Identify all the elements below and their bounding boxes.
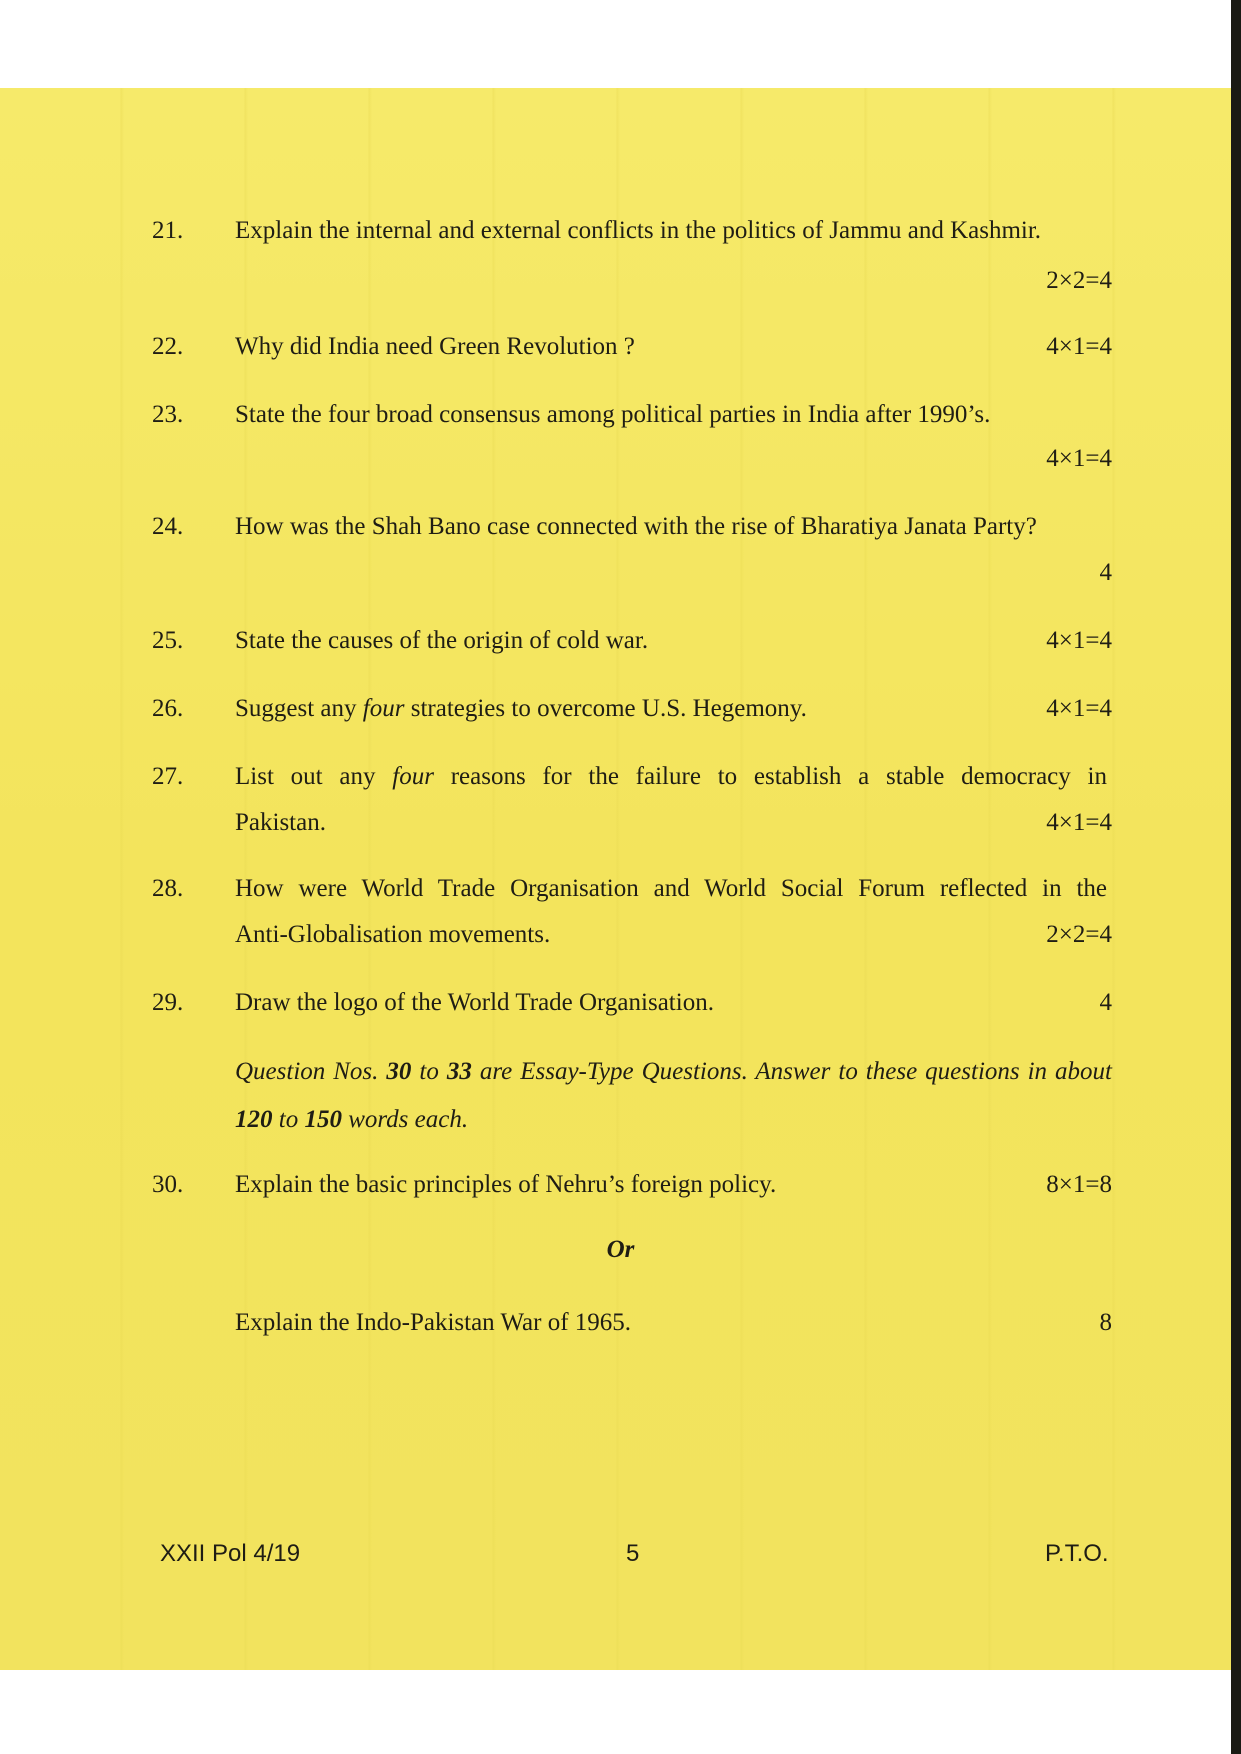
or-divider: Or xyxy=(606,1236,635,1263)
question-30-alternative xyxy=(152,1306,1112,1346)
question-number: 27. xyxy=(152,763,184,790)
question-28 xyxy=(152,872,1112,962)
question-text-line2: Anti-Globalisation movements. xyxy=(235,921,551,948)
question-text: How were World Trade Organisation and World Social Forum reflected in the xyxy=(235,875,1107,902)
question-text xyxy=(235,760,1107,794)
question-marks: 2×2=4 xyxy=(1046,921,1112,948)
please-turn-over: P.T.O. xyxy=(1045,1540,1109,1567)
question-text: State the causes of the origin of cold war. xyxy=(235,627,649,654)
question-number: 24. xyxy=(152,513,184,540)
instruction-bold: 33 xyxy=(446,1058,472,1085)
question-text-emphasis: four xyxy=(392,763,434,790)
question-30 xyxy=(152,1168,1112,1208)
instruction-bold: 30 xyxy=(386,1058,412,1085)
question-text xyxy=(235,692,1107,726)
question-24 xyxy=(152,510,1112,590)
question-marks: 2×2=4 xyxy=(1046,267,1112,294)
paper-code: XXII Pol 4/19 xyxy=(160,1540,301,1567)
question-text-part: Suggest any xyxy=(235,695,363,722)
instruction-text: to xyxy=(411,1058,447,1085)
instruction-text: are Essay-Type Questions. Answer to these questions in about xyxy=(471,1058,1112,1085)
section-instruction xyxy=(235,1048,1112,1144)
instruction-text: to xyxy=(272,1106,305,1133)
instruction-text: words each. xyxy=(341,1106,469,1133)
question-marks: 8×1=8 xyxy=(1046,1171,1112,1198)
question-text-part: List out any xyxy=(235,763,393,790)
question-number: 30. xyxy=(152,1171,184,1198)
question-marks: 4×1=4 xyxy=(1046,695,1112,722)
question-number: 21. xyxy=(152,217,184,244)
instruction-bold: 120 xyxy=(235,1106,273,1133)
question-text: Explain the basic principles of Nehru’s foreign policy. xyxy=(235,1171,777,1198)
question-27 xyxy=(152,760,1112,850)
question-number: 26. xyxy=(152,695,184,722)
question-text: How was the Shah Bano case connected with the rise of Bharatiya Janata Party? xyxy=(235,513,1037,540)
question-text-part: reasons for the failure to establish a stable democracy in xyxy=(433,763,1107,790)
question-number: 23. xyxy=(152,401,184,428)
question-marks: 4×1=4 xyxy=(1046,627,1112,654)
question-26 xyxy=(152,692,1112,732)
question-text: Draw the logo of the World Trade Organisation. xyxy=(235,989,714,1016)
instruction-bold: 150 xyxy=(304,1106,342,1133)
question-21 xyxy=(152,214,1112,294)
question-marks: 4 xyxy=(1099,989,1112,1016)
question-25 xyxy=(152,624,1112,664)
question-text: Why did India need Green Revolution ? xyxy=(235,333,635,360)
question-22 xyxy=(152,330,1112,370)
question-number: 29. xyxy=(152,989,184,1016)
question-text-line2: Pakistan. xyxy=(235,809,326,836)
question-number: 28. xyxy=(152,875,184,902)
question-29 xyxy=(152,986,1112,1026)
instruction-text: Question Nos. xyxy=(235,1058,387,1085)
question-marks: 4×1=4 xyxy=(1046,809,1112,836)
question-marks: 4 xyxy=(1099,559,1112,586)
question-text-emphasis: four xyxy=(362,695,405,722)
question-text: State the four broad consensus among political parties in India after 1990’s. xyxy=(235,401,991,428)
question-text: Explain the internal and external conflicts in the politics of Jammu and Kashmir. xyxy=(235,217,1042,244)
question-marks: 8 xyxy=(1099,1309,1112,1336)
question-marks: 4×1=4 xyxy=(1046,445,1112,472)
page-number: 5 xyxy=(626,1540,640,1567)
question-text: Explain the Indo-Pakistan War of 1965. xyxy=(235,1309,632,1336)
question-text-part: strategies to overcome U.S. Hegemony. xyxy=(404,695,807,722)
scan-edge xyxy=(1231,0,1241,1754)
question-number: 22. xyxy=(152,333,184,360)
question-marks: 4×1=4 xyxy=(1046,333,1112,360)
question-number: 25. xyxy=(152,627,184,654)
question-23 xyxy=(152,398,1112,478)
